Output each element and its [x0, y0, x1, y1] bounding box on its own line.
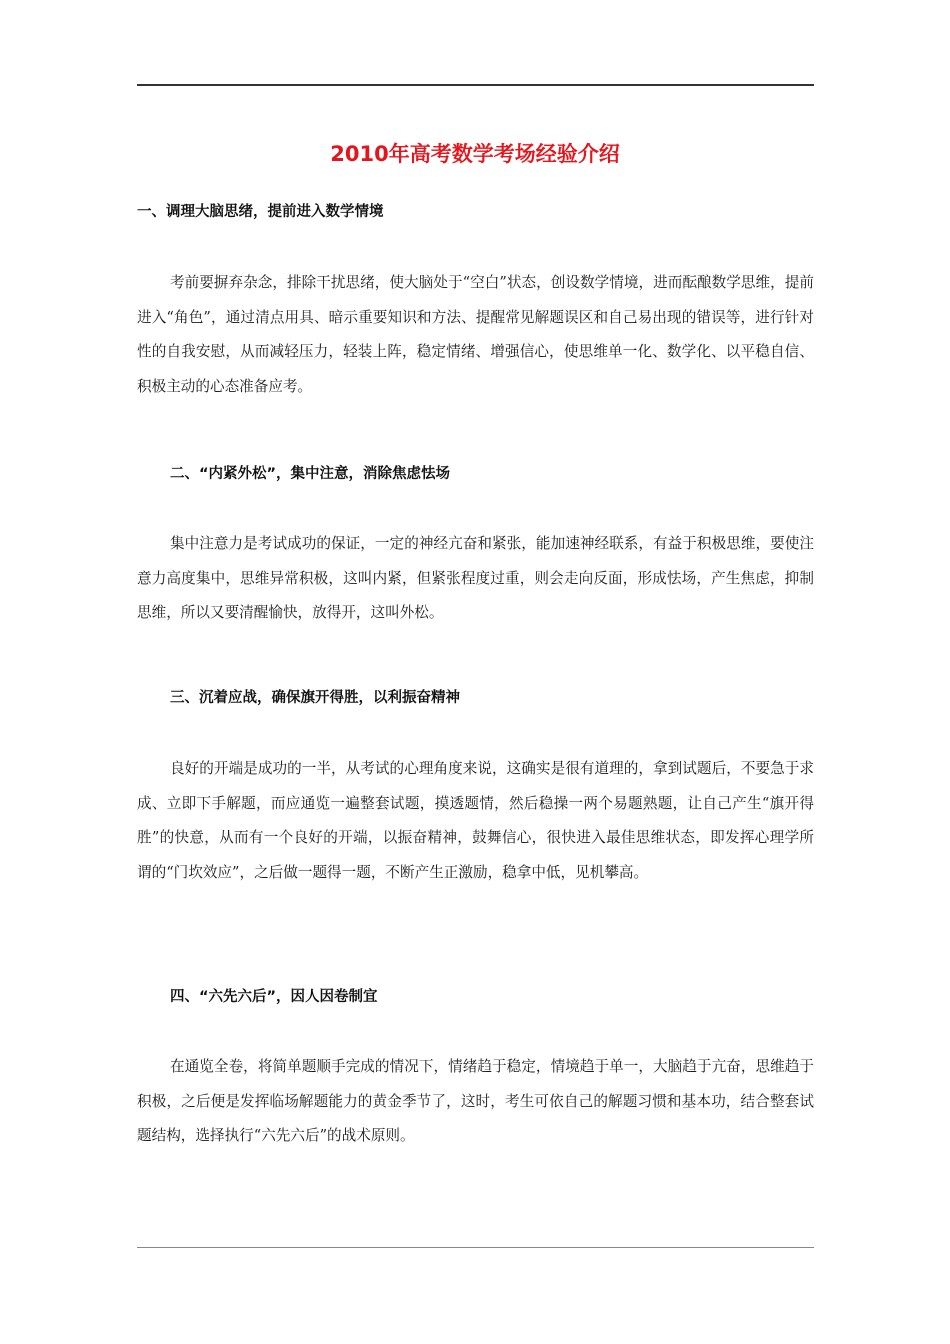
section-1-heading: 一、调理大脑思绪，提前进入数学情境: [137, 204, 384, 220]
document-title: 2010年高考数学考场经验介绍: [330, 142, 620, 166]
section-2-heading: 二、“内紧外松”，集中注意，消除焦虑怯场: [170, 466, 451, 482]
footer-rule: [137, 1247, 814, 1248]
section-1-body: 考前要摒弃杂念，排除干扰思绪，使大脑处于“空白”状态，创设数学情境，进而酝酿数学思维，提前进入“角色”，通过清点用具、暗示重要知识和方法、提醒常见解题误区和自己易出现的错误等，进行针对性的自我安慰，从而减轻压力，轻装上阵，稳定情绪、增强信心，使思维单一化、数学化、以平稳自信、积极主动的心态准备应考。: [137, 274, 814, 395]
section-2-body: 集中注意力是考试成功的保证，一定的神经亢奋和紧张，能加速神经联系，有益于积极思维，要使注意力高度集中，思维异常积极，这叫内紧，但紧张程度过重，则会走向反面，形成怯场，产生焦虑，抑制思维，所以又要清醒愉快，放得开，这叫外松。: [137, 535, 814, 621]
header-rule: [137, 84, 814, 86]
section-4-heading: 四、“六先六后”，因人因卷制宜: [170, 989, 378, 1005]
section-3-body: 良好的开端是成功的一半，从考试的心理角度来说，这确实是很有道理的，拿到试题后，不要急于求成、立即下手解题，而应通览一遍整套试题，摸透题情，然后稳操一两个易题熟题，让自己产生“旗开得胜”的快意，从而有一个良好的开端，以振奋精神，鼓舞信心，很快进入最佳思维状态，即发挥心理学所谓的“门坎效应”，之后做一题得一题，不断产生正激励，稳拿中低，见机攀高。: [137, 760, 814, 881]
section-3-heading: 三、沉着应战，确保旗开得胜，以利振奋精神: [170, 690, 460, 706]
section-4-body: 在通览全卷，将简单题顺手完成的情况下，情绪趋于稳定，情境趋于单一，大脑趋于亢奋，思维趋于积极，之后便是发挥临场解题能力的黄金季节了，这时，考生可依自己的解题习惯和基本功，结合整套试题结构，选择执行“六先六后”的战术原则。: [137, 1058, 814, 1144]
